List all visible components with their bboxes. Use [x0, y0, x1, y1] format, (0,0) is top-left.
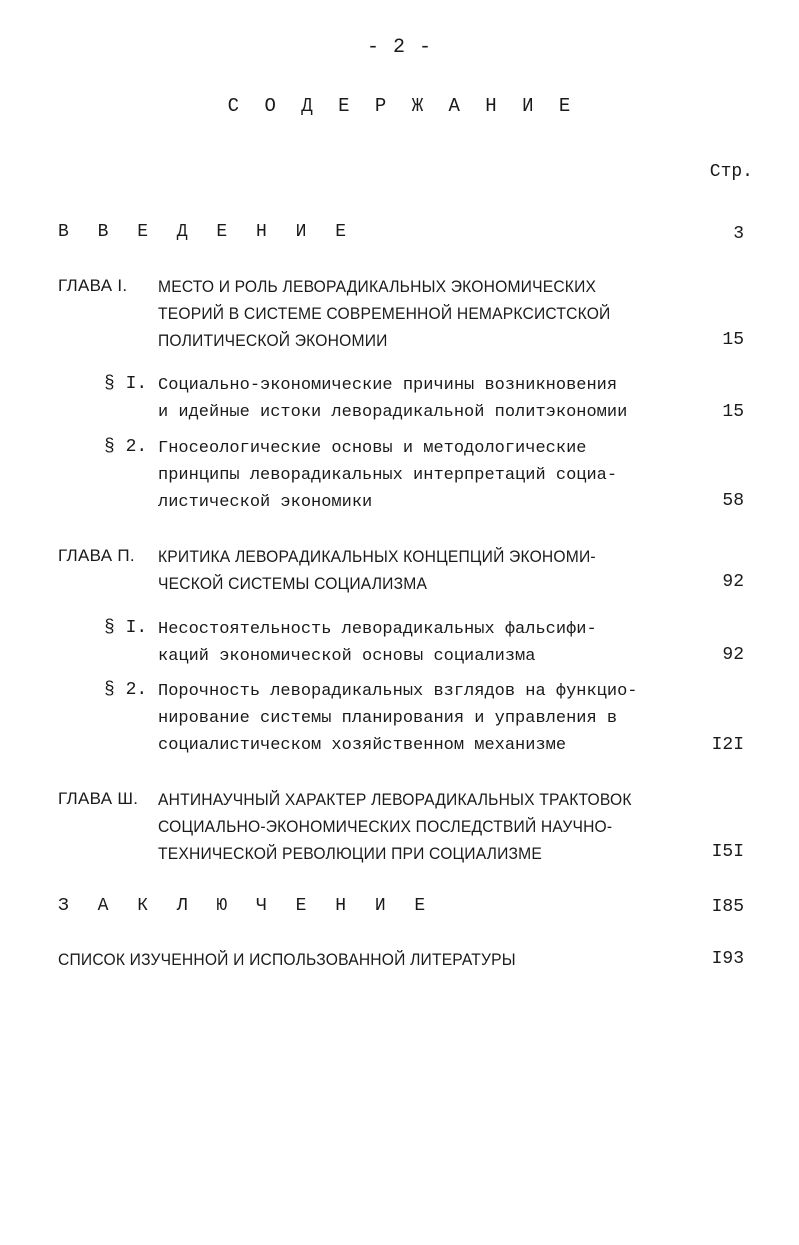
toc-intro-page: 3	[733, 224, 744, 244]
toc-ch2-label: ГЛАВА П.	[58, 546, 135, 565]
toc-ch2-s1-title	[158, 616, 597, 670]
toc-ch2-s2-line: нирование системы планирования и управления в	[158, 709, 618, 728]
toc-ch2-s2-page: I2I	[711, 735, 744, 755]
toc-ch1-s1-page: 15	[722, 402, 744, 422]
toc-ch1-title-line: ТЕОРИЙ В СИСТЕМЕ СОВРЕМЕННОЙ НЕМАРКСИСТСКОЙ	[158, 304, 611, 323]
toc-ch2-page: 92	[722, 572, 744, 592]
toc-ch2-s2-title	[158, 678, 637, 759]
toc-ch1-s2-line: листической экономики	[158, 493, 373, 512]
page-number: - 2 -	[366, 36, 432, 59]
toc-ch3-title-line: АНТИНАУЧНЫЙ ХАРАКТЕР ЛЕВОРАДИКАЛЬНЫХ ТРАКТОВОК	[158, 790, 632, 809]
toc-ch2-title-line: ЧЕСКОЙ СИСТЕМЫ СОЦИАЛИЗМА	[158, 574, 428, 593]
toc-ch2-title	[158, 543, 596, 597]
toc-ch1-s1-title	[158, 372, 627, 426]
toc-ch2-s2-label: § 2.	[104, 680, 148, 700]
toc-conclusion-label: З А К Л Ю Ч Е Н И Е	[58, 896, 435, 916]
toc-ch2-s2-line: социалистическом хозяйственном механизме	[158, 736, 567, 755]
toc-ch1-title-line: МЕСТО И РОЛЬ ЛЕВОРАДИКАЛЬНЫХ ЭКОНОМИЧЕСКИХ	[158, 277, 597, 296]
toc-ch2-s1-line: каций экономической основы социализма	[158, 647, 536, 666]
toc-ch3-title	[158, 786, 632, 867]
toc-ch1-s1-line: и идейные истоки леворадикальной политэкономии	[158, 403, 628, 422]
toc-ch2-s1-page: 92	[722, 645, 744, 665]
page-column-header: Стр.	[709, 162, 753, 182]
toc-ch1-title	[158, 273, 610, 354]
toc-ch1-s2-page: 58	[722, 491, 744, 511]
toc-ch1-s2-line: Гносеологические основы и методологические	[158, 439, 587, 458]
toc-ch2-s1-line: Несостоятельность леворадикальных фальсифи-	[158, 620, 597, 639]
toc-ch2-s1-label: § I.	[104, 618, 148, 638]
toc-ch1-s1-line: Социально-экономические причины возникновения	[158, 376, 618, 395]
toc-ch1-page: 15	[722, 330, 744, 350]
toc-bibliography-page: I93	[711, 949, 744, 969]
toc-ch2-s2-line: Порочность леворадикальных взглядов на функцио-	[158, 682, 638, 701]
page-title: С О Д Е Р Ж А Н И Е	[227, 95, 578, 117]
toc-ch1-label: ГЛАВА I.	[58, 276, 128, 295]
toc-intro-label: В В Е Д Е Н И Е	[58, 222, 356, 242]
toc-ch1-s2-line: принципы леворадикальных интерпретаций социа-	[158, 466, 618, 485]
toc-ch1-s2-label: § 2.	[104, 437, 148, 457]
toc-ch3-page: I5I	[711, 842, 744, 862]
toc-ch2-title-line: КРИТИКА ЛЕВОРАДИКАЛЬНЫХ КОНЦЕПЦИЙ ЭКОНОМИ-	[158, 547, 596, 566]
toc-ch3-title-line: СОЦИАЛЬНО-ЭКОНОМИЧЕСКИХ ПОСЛЕДСТВИЙ НАУЧНО-	[158, 817, 613, 836]
toc-ch1-s1-label: § I.	[104, 374, 148, 394]
toc-bibliography-label: СПИСОК ИЗУЧЕННОЙ И ИСПОЛЬЗОВАННОЙ ЛИТЕРАТУРЫ	[58, 950, 516, 969]
toc-conclusion-page: I85	[711, 897, 744, 917]
toc-ch3-label: ГЛАВА Ш.	[58, 789, 139, 808]
toc-ch3-title-line: ТЕХНИЧЕСКОЙ РЕВОЛЮЦИИ ПРИ СОЦИАЛИЗМЕ	[158, 844, 543, 863]
toc-ch1-title-line: ПОЛИТИЧЕСКОЙ ЭКОНОМИИ	[158, 331, 388, 350]
toc-ch1-s2-title	[158, 435, 617, 516]
